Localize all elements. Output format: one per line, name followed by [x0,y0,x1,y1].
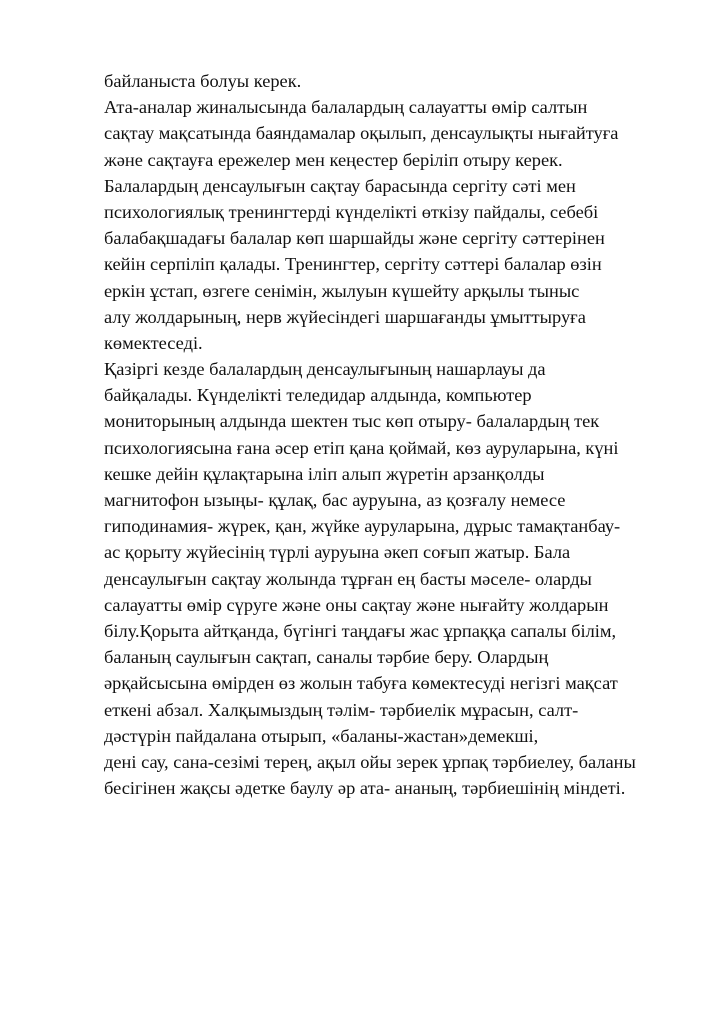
text-line: алу жолдарының, нерв жүйесіндегі шаршағанды ұмыттыруға [104,306,586,327]
text-line: дәстүрін пайдалана отырып, «баланы-жастан»демекші, [104,725,539,746]
text-line: байланыста болуы керек. [104,71,302,91]
text-line: дені сау, сана-сезімі терең, ақыл ойы зерек ұрпақ тәрбиелеу, баланы [104,751,636,772]
text-line: магнитофон ызыңы- құлақ, бас ауруына, аз қозғалу немесе [104,490,566,510]
text-line: денсаулығын сақтау жолында тұрған ең басты мәселе- оларды [104,568,592,589]
text-line: Ата-аналар жиналысында балалардың салауатты өмір салтын [104,97,588,118]
text-line: байқалады. Күнделікті теледидар алдында, компьютер [104,385,532,406]
text-line: сақтау мақсатында баяндамалар оқылып, денсаулықты нығайтуға [104,123,619,144]
text-line: психологиясына ғана әсер етіп қана қоймай, көз ауруларына, күні [104,437,619,458]
text-line: көмектеседі. [104,332,203,353]
text-line: және сақтауға ережелер мен кеңестер беріліп отыру керек. [104,149,563,170]
text-line: еткені абзал. Халқымыздың тәлім- тәрбиелік мұрасын, салт- [104,699,579,720]
text-line: салауатты өмір сүруге және оны сақтау және нығайту жолдарын [104,594,609,615]
text-line: кешке дейін құлақтарына іліп алып жүретін арзанқолды [104,463,545,484]
text-line: кейін серпіліп қалады. Тренингтер, сергіту сәттері балалар өзін [104,254,602,275]
text-line: мониторының алдында шектен тыс көп отыру- балалардың тек [104,411,600,432]
text-line: гиподинамия- жүрек, қан, жүйке ауруларына, дұрыс тамақтанбау- [104,516,621,537]
document-body [104,68,724,801]
text-line: әрқайсысына өмірден өз жолын табуға көмектесуді негізгі мақсат [104,673,618,694]
text-line: ас қорыту жүйесінің түрлі ауруына әкеп соғып жатыр. Бала [104,542,571,563]
text-line: Қазіргі кезде балалардың денсаулығының нашарлауы да [104,359,546,380]
text-line: еркін ұстап, өзгеге сенімін, жылуын күшейту арқылы тыныс [104,280,580,301]
text-line: психологиялық тренингтерді күнделікті өткізу пайдалы, себебі [104,201,599,222]
text-line: Балалардың денсаулығын сақтау барасында сергіту сәті мен [104,175,576,196]
text-line: баланың саулығын сақтап, саналы тәрбие беру. Олардың [104,647,549,668]
text-line: балабақшадағы балалар көп шаршайды және сергіту сәттерінен [104,228,605,249]
text-line: бесігінен жақсы әдетке баулу әр ата- ананың, тәрбиешінің міндеті. [104,778,626,799]
text-line: білу.Қорыта айтқанда, бүгінгі таңдағы жас ұрпаққа сапалы білім, [104,620,617,641]
